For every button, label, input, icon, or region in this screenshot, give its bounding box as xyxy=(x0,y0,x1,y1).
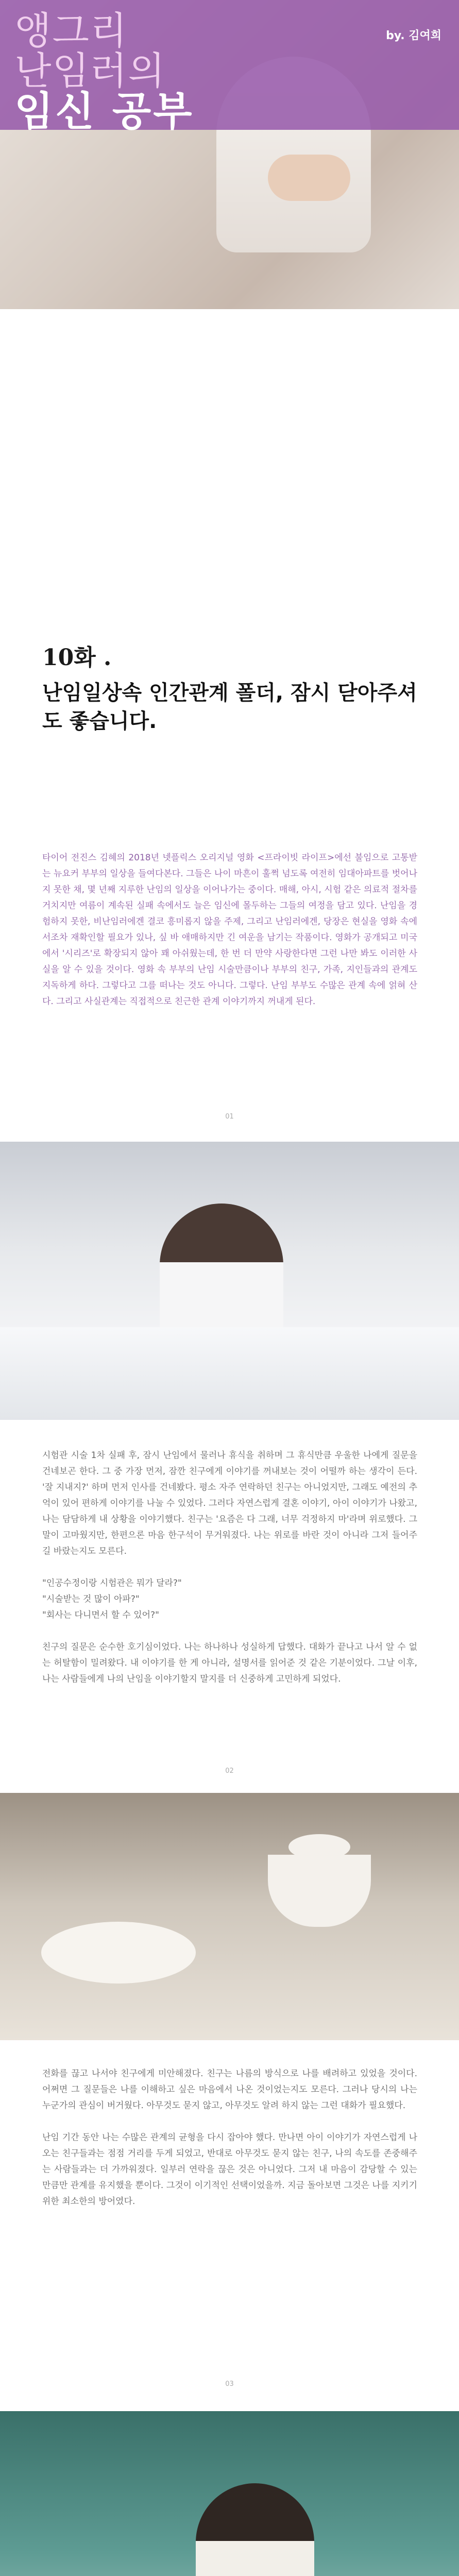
page-number-02: 02 xyxy=(225,1767,234,1775)
hero-banner xyxy=(0,0,459,309)
episode-title: 난임일상속 인간관계 폴더, 잠시 닫아주셔도 좋습니다. xyxy=(42,681,417,734)
episode-heading xyxy=(42,639,423,736)
page-number-03: 03 xyxy=(225,2380,234,2388)
hero-title-line2: 난임러의 xyxy=(14,48,166,93)
page-number-01: 01 xyxy=(225,1113,234,1121)
hero-author: by. 김여희 xyxy=(386,29,441,42)
section-3-text: 전화를 끊고 나서야 친구에게 미안해졌다. 친구는 나름의 방식으로 나를 배려하고 있었을 것이다. 어쩌면 그 질문들은 나를 이해하고 싶은 마음에서 나온 것이었는지도 모른다. 그러나 당시의 나는 누군가의 관심이 버거웠다. 아무것도 묻지 않고, 아무것도 알려 하지 않는 그런 대화가 필요했다. 난임 기간 동안 나는 수많은 관계의 균형을 다시 잡아야 했다. 만나면 아이 이야기가 자연스럽게 나오는 친구들과는 점점 거리를 두게 되었고, 반대로 아무것도 묻지 않는 친구, 나의 속도를 존중해주는 사람들과는 더 가까워졌다. 일부러 연락을 끊은 것은 아니었다. 그저 내 마음이 감당할 수 있는 만큼만 관계를 유지했을 뿐이다. 그것이 이기적인 선택이었을까. 지금 돌아보면 그것은 나를 지키기 위한 최소한의 방어였다. xyxy=(42,2069,417,2207)
woman-sofa-photo xyxy=(0,2411,459,2576)
hero-title-line3: 임신 공부 xyxy=(14,89,194,135)
hand-on-belly-illustration xyxy=(268,155,350,201)
episode-number: 10화 . xyxy=(42,645,112,671)
hero-title-line1: 앵그리 xyxy=(14,9,128,53)
section-1-text: 타이어 전진스 김혜의 2018년 넷플릭스 오리지널 영화 <프라이빗 라이프>에선 불임으로 고통받는 뉴요커 부부의 일상을 들여다본다. 그들은 나이 마흔이 훌쩍 넘도록 여전히 임대아파트를 벗어나지 못한 채, 몇 년째 지루한 난임의 일상을 이어나가는 중이다. 매해, 아시, 시험 같은 의료적 절차를 거치지만 여름이 계속된 실패 속에서도 늘은 임신에 몰두하는 그들의 여정을 담고 있다. 난임을 경험하지 못한, 비난임러에겐 결코 흥미롭지 않을 주제, 그리고 난임러에겐, 당장은 현실을 영화 속에서조차 재확인할 필요가 있나, 싶 바 애매하지만 긴 여운을 남기는 작품이다. 영화가 공개되고 미국에서 '시리즈'로 확장되지 않아 꽤 아쉬웠는데, 한 번 더 만약 사랑한다면 그런 나만 봐도 이러한 사실을 알 수 있을 것이다. 영화 속 부부의 난임 시술만큼이나 부부의 친구, 가족, 지인들과의 관계도 지독하게 하다. 그렇다고 그를 떠나는 것도 아니다. 그렇다. 난임 부부도 수많은 관계 속에 얽혀 산다. 그리고 사실관계는 직접적으로 친근한 관계 이야기까지 꺼내게 된다. xyxy=(42,853,417,1007)
hero-title xyxy=(14,11,194,133)
sad-woman-bed-photo xyxy=(0,1142,459,1420)
section-2-text: 시험관 시술 1차 실패 후, 잠시 난임에서 물러나 휴식을 취하며 그 휴식만큼 우울한 나에게 질문을 건네보곤 한다. 그 중 가장 먼저, 잠깐 친구에게 이야기를 꺼내보는 것이 어떨까 하는 생각이 든다. '잘 지내지?' 하며 먼저 인사를 건네봤다. 평소 자주 연락하던 친구는 아니었지만, 그래도 예전의 추억이 있어 편하게 이야기를 나눌 수 있었다. 그러다 자연스럽게 결혼 이야기, 아이 이야기가 나왔고, 나는 담담하게 내 상황을 이야기했다. 친구는 '요즘은 다 그래, 너무 걱정하지 마'라며 위로했다. 그 말이 고마웠지만, 한편으론 마음 한구석이 무거워졌다. 나는 위로를 바란 것이 아니라 그저 들어주길 바랐는지도 모른다. "인공수정이랑 시험관은 뭐가 달라?" "시술받는 것 많이 아파?" "회사는 다니면서 할 수 있어?" 친구의 질문은 순수한 호기심이었다. 나는 하나하나 성실하게 답했다. 대화가 끝나고 나서 알 수 없는 허탈함이 밀려왔다. 내 이야기를 한 게 아니라, 설명서를 읽어준 것 같은 기분이었다. 그날 이후, 나는 사람들에게 나의 난임을 이야기할지 말지를 더 신중하게 고민하게 되었다. xyxy=(42,1450,417,1684)
tea-cups-photo xyxy=(0,1793,459,2040)
